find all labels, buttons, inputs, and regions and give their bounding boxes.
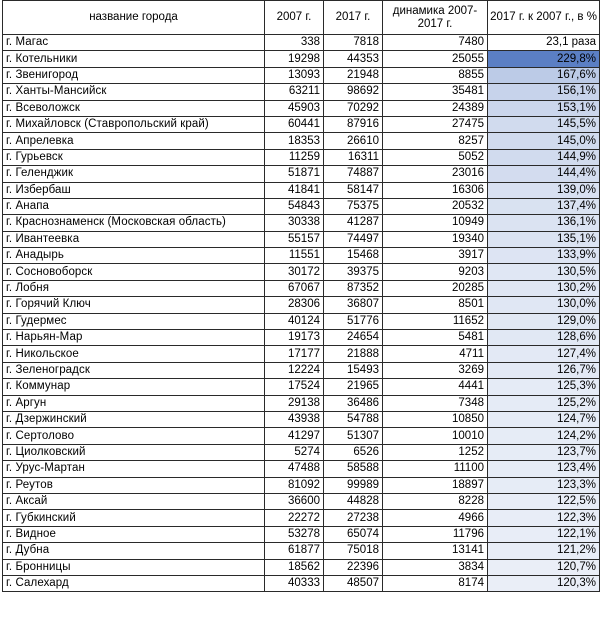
- cell-2007[interactable]: 11551: [265, 248, 324, 264]
- cell-2017[interactable]: 15493: [324, 362, 383, 378]
- table-row: [3, 543, 600, 559]
- cell-2007[interactable]: 40124: [265, 313, 324, 329]
- cell-2017[interactable]: 54788: [324, 411, 383, 427]
- cell-2007[interactable]: 67067: [265, 280, 324, 296]
- cell-city[interactable]: г. Котельники: [3, 51, 265, 67]
- table-row: [3, 182, 600, 198]
- cell-2017[interactable]: 26610: [324, 133, 383, 149]
- cell-dynamics[interactable]: 11796: [383, 526, 488, 542]
- cell-city[interactable]: г. Лобня: [3, 280, 265, 296]
- table-row: [3, 133, 600, 149]
- table-row: [3, 411, 600, 427]
- table-row: [3, 35, 600, 51]
- header-2017[interactable]: 2017 г.: [324, 1, 383, 35]
- cell-dynamics[interactable]: 19340: [383, 231, 488, 247]
- cell-city[interactable]: г. Избербаш: [3, 182, 265, 198]
- cell-ratio[interactable]: 125,3%: [488, 379, 600, 395]
- cell-ratio[interactable]: 122,3%: [488, 510, 600, 526]
- cell-ratio[interactable]: 135,1%: [488, 231, 600, 247]
- cell-2017[interactable]: 36486: [324, 395, 383, 411]
- cell-dynamics[interactable]: 8855: [383, 67, 488, 83]
- cell-city[interactable]: г. Гурьевск: [3, 149, 265, 165]
- cell-dynamics[interactable]: 23016: [383, 166, 488, 182]
- table-row: [3, 346, 600, 362]
- cell-ratio[interactable]: 123,3%: [488, 477, 600, 493]
- cell-2017[interactable]: 7818: [324, 35, 383, 51]
- cell-ratio[interactable]: 123,4%: [488, 461, 600, 477]
- cell-dynamics[interactable]: 20285: [383, 280, 488, 296]
- cell-2007[interactable]: 19173: [265, 330, 324, 346]
- table-row: [3, 264, 600, 280]
- cell-dynamics[interactable]: 27475: [383, 116, 488, 132]
- header-ratio[interactable]: 2017 г. к 2007 г., в %: [488, 1, 600, 35]
- cell-ratio[interactable]: 130,2%: [488, 280, 600, 296]
- cell-ratio[interactable]: 122,5%: [488, 493, 600, 509]
- cell-2007[interactable]: 45903: [265, 100, 324, 116]
- cell-2017[interactable]: 21888: [324, 346, 383, 362]
- table-row: [3, 526, 600, 542]
- table-row: [3, 428, 600, 444]
- cell-2017[interactable]: 44353: [324, 51, 383, 67]
- cell-dynamics[interactable]: 16306: [383, 182, 488, 198]
- table-row: [3, 575, 600, 591]
- cell-ratio[interactable]: 120,3%: [488, 575, 600, 591]
- cell-2007[interactable]: 60441: [265, 116, 324, 132]
- cell-ratio[interactable]: 125,2%: [488, 395, 600, 411]
- table-body: [3, 35, 600, 592]
- cell-2007[interactable]: 11259: [265, 149, 324, 165]
- cell-2017[interactable]: 65074: [324, 526, 383, 542]
- cell-city[interactable]: г. Салехард: [3, 575, 265, 591]
- cell-ratio[interactable]: 130,5%: [488, 264, 600, 280]
- table-row: [3, 100, 600, 116]
- cell-2017[interactable]: 22396: [324, 559, 383, 575]
- cell-dynamics[interactable]: 20532: [383, 198, 488, 214]
- cell-2017[interactable]: 39375: [324, 264, 383, 280]
- table-row: [3, 395, 600, 411]
- table-row: [3, 215, 600, 231]
- cell-ratio[interactable]: 126,7%: [488, 362, 600, 378]
- cell-city[interactable]: г. Всеволожск: [3, 100, 265, 116]
- cell-2017[interactable]: 21965: [324, 379, 383, 395]
- cell-dynamics[interactable]: 7480: [383, 35, 488, 51]
- cell-city[interactable]: г. Михайловск (Ставропольский край): [3, 116, 265, 132]
- cell-2017[interactable]: 36807: [324, 297, 383, 313]
- cell-dynamics[interactable]: 18897: [383, 477, 488, 493]
- cell-city[interactable]: г. Гудермес: [3, 313, 265, 329]
- header-row: [3, 1, 600, 35]
- cell-city[interactable]: г. Сертолово: [3, 428, 265, 444]
- cell-dynamics[interactable]: 13141: [383, 543, 488, 559]
- cell-ratio[interactable]: 23,1 раза: [488, 35, 600, 51]
- table-row: [3, 461, 600, 477]
- cell-city[interactable]: г. Никольское: [3, 346, 265, 362]
- table-row: [3, 477, 600, 493]
- cell-2017[interactable]: 51307: [324, 428, 383, 444]
- cell-dynamics[interactable]: 5481: [383, 330, 488, 346]
- table-row: [3, 297, 600, 313]
- table-row: [3, 149, 600, 165]
- cell-dynamics[interactable]: 11652: [383, 313, 488, 329]
- cell-ratio[interactable]: 167,6%: [488, 67, 600, 83]
- table-row: [3, 280, 600, 296]
- cell-ratio[interactable]: 229,8%: [488, 51, 600, 67]
- cell-2007[interactable]: 63211: [265, 84, 324, 100]
- cell-2017[interactable]: 75018: [324, 543, 383, 559]
- cell-dynamics[interactable]: 25055: [383, 51, 488, 67]
- cell-dynamics[interactable]: 8228: [383, 493, 488, 509]
- cell-2007[interactable]: 41841: [265, 182, 324, 198]
- cell-2007[interactable]: 338: [265, 35, 324, 51]
- table-row: [3, 166, 600, 182]
- cell-city[interactable]: г. Апрелевка: [3, 133, 265, 149]
- cell-city[interactable]: г. Аргун: [3, 395, 265, 411]
- cell-ratio[interactable]: 145,0%: [488, 133, 600, 149]
- cell-city[interactable]: г. Ивантеевка: [3, 231, 265, 247]
- table-row: [3, 84, 600, 100]
- cell-2017[interactable]: 48507: [324, 575, 383, 591]
- table-row: [3, 248, 600, 264]
- cell-city[interactable]: г. Циолковский: [3, 444, 265, 460]
- cell-ratio[interactable]: 122,1%: [488, 526, 600, 542]
- table-row: [3, 330, 600, 346]
- table-row: [3, 51, 600, 67]
- cell-city[interactable]: г. Аксай: [3, 493, 265, 509]
- cell-ratio[interactable]: 121,2%: [488, 543, 600, 559]
- cell-city[interactable]: г. Урус-Мартан: [3, 461, 265, 477]
- cell-2017[interactable]: 87916: [324, 116, 383, 132]
- cell-ratio[interactable]: 156,1%: [488, 84, 600, 100]
- header-dynamics[interactable]: динамика 2007-2017 г.: [383, 1, 488, 35]
- cell-2007[interactable]: 41297: [265, 428, 324, 444]
- cell-city[interactable]: г. Реутов: [3, 477, 265, 493]
- cell-2007[interactable]: 17177: [265, 346, 324, 362]
- cell-dynamics[interactable]: 11100: [383, 461, 488, 477]
- cell-city[interactable]: г. Губкинский: [3, 510, 265, 526]
- cell-2007[interactable]: 28306: [265, 297, 324, 313]
- cell-dynamics[interactable]: 10949: [383, 215, 488, 231]
- cell-ratio[interactable]: 144,4%: [488, 166, 600, 182]
- cell-ratio[interactable]: 139,0%: [488, 182, 600, 198]
- cell-2007[interactable]: 47488: [265, 461, 324, 477]
- table-row: [3, 231, 600, 247]
- cell-city[interactable]: г. Нарьян-Мар: [3, 330, 265, 346]
- cell-ratio[interactable]: 137,4%: [488, 198, 600, 214]
- cell-2007[interactable]: 43938: [265, 411, 324, 427]
- cell-dynamics[interactable]: 4966: [383, 510, 488, 526]
- cell-city[interactable]: г. Горячий Ключ: [3, 297, 265, 313]
- city-population-table: [2, 0, 600, 592]
- cell-dynamics[interactable]: 4441: [383, 379, 488, 395]
- cell-city[interactable]: г. Геленджик: [3, 166, 265, 182]
- cell-ratio[interactable]: 120,7%: [488, 559, 600, 575]
- cell-city[interactable]: г. Дубна: [3, 543, 265, 559]
- cell-ratio[interactable]: 127,4%: [488, 346, 600, 362]
- cell-city[interactable]: г. Краснознаменск (Московская область): [3, 215, 265, 231]
- cell-2017[interactable]: 21948: [324, 67, 383, 83]
- cell-2017[interactable]: 58588: [324, 461, 383, 477]
- cell-ratio[interactable]: 153,1%: [488, 100, 600, 116]
- cell-2007[interactable]: 22272: [265, 510, 324, 526]
- table-row: [3, 198, 600, 214]
- cell-city[interactable]: г. Зеленоградск: [3, 362, 265, 378]
- table-row: [3, 559, 600, 575]
- cell-city[interactable]: г. Дзержинский: [3, 411, 265, 427]
- cell-ratio[interactable]: 128,6%: [488, 330, 600, 346]
- cell-2017[interactable]: 6526: [324, 444, 383, 460]
- cell-2007[interactable]: 51871: [265, 166, 324, 182]
- cell-2007[interactable]: 5274: [265, 444, 324, 460]
- table-row: [3, 379, 600, 395]
- cell-2017[interactable]: 74887: [324, 166, 383, 182]
- cell-2017[interactable]: 24654: [324, 330, 383, 346]
- cell-2017[interactable]: 16311: [324, 149, 383, 165]
- cell-dynamics[interactable]: 10850: [383, 411, 488, 427]
- cell-dynamics[interactable]: 10010: [383, 428, 488, 444]
- cell-dynamics[interactable]: 9203: [383, 264, 488, 280]
- cell-2007[interactable]: 55157: [265, 231, 324, 247]
- table-row: [3, 313, 600, 329]
- cell-2007[interactable]: 19298: [265, 51, 324, 67]
- cell-2007[interactable]: 30172: [265, 264, 324, 280]
- cell-ratio[interactable]: 124,7%: [488, 411, 600, 427]
- cell-ratio[interactable]: 130,0%: [488, 297, 600, 313]
- table-row: [3, 116, 600, 132]
- cell-city[interactable]: г. Коммунар: [3, 379, 265, 395]
- cell-city[interactable]: г. Звенигород: [3, 67, 265, 83]
- cell-ratio[interactable]: 144,9%: [488, 149, 600, 165]
- cell-dynamics[interactable]: 3834: [383, 559, 488, 575]
- cell-city[interactable]: г. Видное: [3, 526, 265, 542]
- cell-2017[interactable]: 87352: [324, 280, 383, 296]
- cell-2007[interactable]: 13093: [265, 67, 324, 83]
- cell-ratio[interactable]: 145,5%: [488, 116, 600, 132]
- cell-dynamics[interactable]: 5052: [383, 149, 488, 165]
- cell-2007[interactable]: 17524: [265, 379, 324, 395]
- cell-2017[interactable]: 15468: [324, 248, 383, 264]
- table-row: [3, 67, 600, 83]
- table-header: [3, 1, 600, 35]
- table-row: [3, 444, 600, 460]
- cell-2007[interactable]: 81092: [265, 477, 324, 493]
- cell-2007[interactable]: 54843: [265, 198, 324, 214]
- cell-dynamics[interactable]: 4711: [383, 346, 488, 362]
- table-row: [3, 510, 600, 526]
- cell-2017[interactable]: 75375: [324, 198, 383, 214]
- cell-dynamics[interactable]: 3269: [383, 362, 488, 378]
- cell-2007[interactable]: 36600: [265, 493, 324, 509]
- cell-city[interactable]: г. Магас: [3, 35, 265, 51]
- cell-city[interactable]: г. Бронницы: [3, 559, 265, 575]
- cell-2007[interactable]: 12224: [265, 362, 324, 378]
- cell-2017[interactable]: 74497: [324, 231, 383, 247]
- cell-2007[interactable]: 61877: [265, 543, 324, 559]
- cell-city[interactable]: г. Анапа: [3, 198, 265, 214]
- header-city[interactable]: название города: [3, 1, 265, 35]
- cell-2017[interactable]: 41287: [324, 215, 383, 231]
- cell-2007[interactable]: 18562: [265, 559, 324, 575]
- cell-ratio[interactable]: 124,2%: [488, 428, 600, 444]
- cell-2017[interactable]: 58147: [324, 182, 383, 198]
- cell-ratio[interactable]: 133,9%: [488, 248, 600, 264]
- cell-dynamics[interactable]: 35481: [383, 84, 488, 100]
- cell-city[interactable]: г. Ханты-Мансийск: [3, 84, 265, 100]
- cell-2007[interactable]: 53278: [265, 526, 324, 542]
- cell-2007[interactable]: 40333: [265, 575, 324, 591]
- cell-dynamics[interactable]: 24389: [383, 100, 488, 116]
- cell-ratio[interactable]: 129,0%: [488, 313, 600, 329]
- cell-dynamics[interactable]: 3917: [383, 248, 488, 264]
- cell-dynamics[interactable]: 7348: [383, 395, 488, 411]
- cell-dynamics[interactable]: 1252: [383, 444, 488, 460]
- table-row: [3, 362, 600, 378]
- cell-2017[interactable]: 27238: [324, 510, 383, 526]
- cell-2007[interactable]: 30338: [265, 215, 324, 231]
- cell-ratio[interactable]: 136,1%: [488, 215, 600, 231]
- cell-dynamics[interactable]: 8257: [383, 133, 488, 149]
- cell-dynamics[interactable]: 8501: [383, 297, 488, 313]
- table-row: [3, 493, 600, 509]
- cell-2007[interactable]: 29138: [265, 395, 324, 411]
- cell-2007[interactable]: 18353: [265, 133, 324, 149]
- cell-2017[interactable]: 70292: [324, 100, 383, 116]
- cell-2017[interactable]: 44828: [324, 493, 383, 509]
- cell-2017[interactable]: 51776: [324, 313, 383, 329]
- cell-2017[interactable]: 99989: [324, 477, 383, 493]
- cell-city[interactable]: г. Сосновоборск: [3, 264, 265, 280]
- cell-dynamics[interactable]: 8174: [383, 575, 488, 591]
- cell-ratio[interactable]: 123,7%: [488, 444, 600, 460]
- header-2007[interactable]: 2007 г.: [265, 1, 324, 35]
- cell-city[interactable]: г. Анадырь: [3, 248, 265, 264]
- cell-2017[interactable]: 98692: [324, 84, 383, 100]
